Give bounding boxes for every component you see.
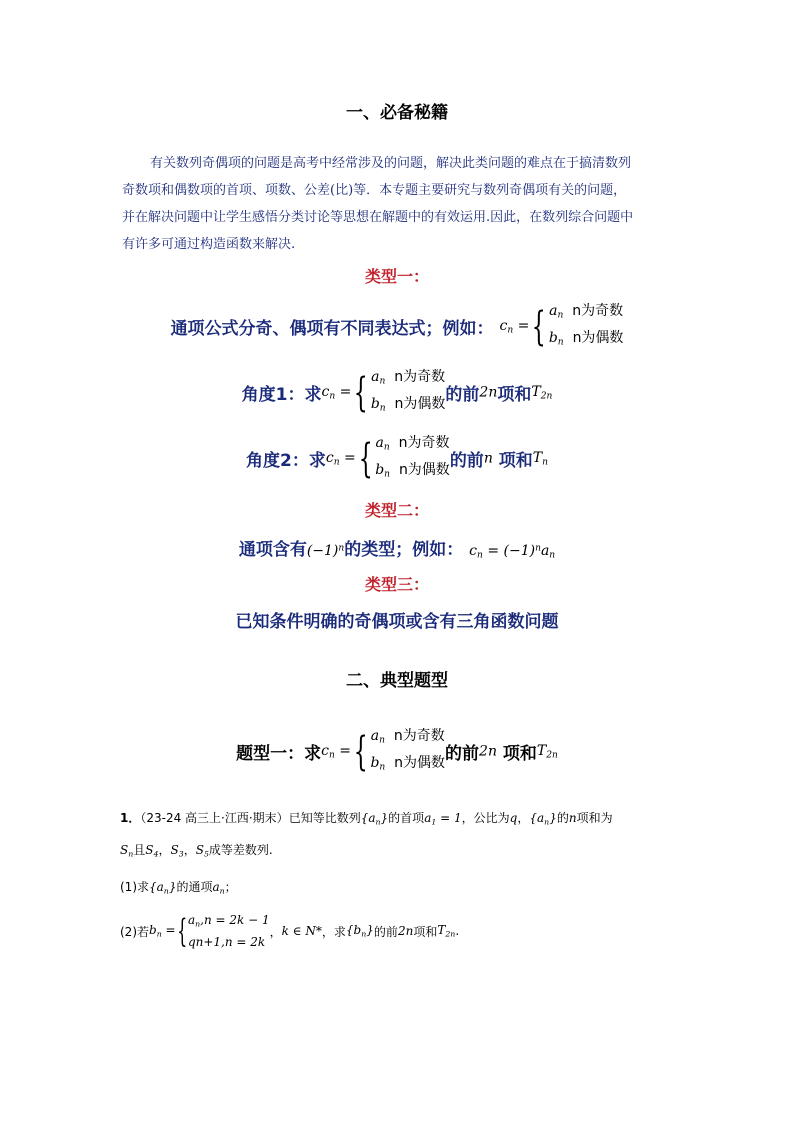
angle1-result-sub: 2n bbox=[540, 391, 553, 402]
angle1-and: 项和 bbox=[497, 385, 532, 406]
type3-label: 类型三： bbox=[364, 575, 429, 594]
cond-even: n为偶数 bbox=[394, 395, 446, 412]
problem-source: （23-24 高三上·江西·期末） bbox=[140, 811, 289, 825]
angle2-prefix: 角度2：求 bbox=[246, 451, 326, 472]
type3-heading: 已知条件明确的奇偶项或含有三角函数问题 bbox=[235, 612, 559, 632]
problem-1-q1: (1)求$\{a_n\}$的通项$a_n$； bbox=[120, 879, 237, 895]
type1-label: 类型一： bbox=[364, 267, 429, 286]
cond-even: n为偶数 bbox=[394, 754, 446, 771]
problem-1-line1: 1．（23-24 高三上·江西·期末）已知等比数列$\{a_n\}$的首项$a_1 = 1$，公比为q，$\{a_n\}$的n项和为 bbox=[120, 811, 613, 827]
tixing1-heading bbox=[0, 725, 794, 778]
cond-odd: n为奇数 bbox=[572, 303, 624, 319]
angle2-and: 项和 bbox=[492, 451, 533, 472]
cond-odd: n为奇数 bbox=[394, 369, 446, 385]
type2-heading-pre: 通项含有 bbox=[238, 540, 307, 560]
angle2-suffix: 的前 bbox=[449, 451, 484, 472]
intro-line: 奇数项和偶数项的首项、项数、公差(比)等．本专题主要研究与数列奇偶项有关的问题， bbox=[122, 183, 627, 198]
intro-line: 有许多可通过构造函数来解决. bbox=[122, 237, 296, 252]
tixing1-count: 2n bbox=[479, 743, 497, 760]
type2-heading-mid: 的类型；例如： bbox=[344, 540, 464, 560]
problem-1-line2: $S_n$且$S_4$，$S_3$，$S_5$成等差数列. bbox=[120, 843, 273, 859]
angle2-count: n bbox=[483, 450, 493, 467]
type2-example-formula: $c_n = (-1)^na_n$ bbox=[469, 543, 556, 561]
cond-odd: n为奇数 bbox=[393, 728, 445, 744]
tixing1-result: T bbox=[536, 742, 547, 759]
angle1-result: T bbox=[531, 383, 541, 400]
angle1-count: 2n bbox=[479, 384, 498, 401]
problem-number: 1． bbox=[120, 811, 141, 825]
cond-even: n为偶数 bbox=[398, 461, 450, 478]
angle2-result: T bbox=[532, 449, 543, 466]
tixing1-result-sub: 2n bbox=[546, 750, 558, 761]
piecewise-formula: $c_n$ = { $a_n$ n为奇数 $b_n$ n为偶数 bbox=[321, 728, 446, 775]
type2-label: 类型二： bbox=[364, 501, 429, 520]
type2-expr: (−1) bbox=[306, 543, 339, 559]
tixing1-prefix: 题型一：求 bbox=[236, 744, 322, 765]
piecewise-formula: $c_n$ = { $a_n$ n为奇数 $b_n$ n为偶数 bbox=[321, 369, 446, 416]
angle2-heading bbox=[0, 432, 794, 485]
section1-title: 一、必备秘籍 bbox=[346, 103, 448, 123]
type2-heading: 通项含有$(-1)^n$的类型；例如： $c_n = (-1)^na_n$ bbox=[238, 540, 556, 561]
cond-odd: n为奇数 bbox=[398, 435, 450, 451]
angle1-suffix: 的前 bbox=[445, 385, 480, 406]
tixing1-suffix: 的前 bbox=[445, 744, 480, 765]
type1-heading-text: 通项公式分奇、偶项有不同表达式；例如： bbox=[170, 319, 494, 340]
problem-1 bbox=[120, 808, 690, 951]
problem-1-q2: (2)若 $b_n$ = { $a_n,n = 2k - 1$ qn+1,n = 2k ， k ∈ N* ，求 $\{b_n\}$ 的前 2n 项和 $T_{2n}$ . bbox=[120, 912, 460, 951]
intro-line: 有关数列奇偶项的问题是高考中经常涉及的问题，解决此类问题的难点在于搞清数列 bbox=[150, 156, 632, 171]
cond-even: n为偶数 bbox=[572, 329, 624, 346]
angle1-heading bbox=[0, 366, 794, 419]
intro-paragraph bbox=[122, 150, 674, 258]
intro-line: 并在解决问题中让学生感悟分类讨论等思想在解题中的有效运用.因此，在数列综合问题中 bbox=[122, 210, 634, 225]
angle2-result-sub: n bbox=[542, 457, 548, 468]
piecewise-formula: $c_n$ = { $a_n$ n为奇数 $b_n$ n为偶数 bbox=[499, 303, 624, 350]
tixing1-and: 项和 bbox=[496, 744, 537, 765]
angle1-prefix: 角度1：求 bbox=[241, 385, 322, 406]
type1-heading bbox=[0, 300, 794, 353]
section2-title: 二、典型题型 bbox=[346, 671, 448, 691]
piecewise-formula: $c_n$ = { $a_n$ n为奇数 $b_n$ n为偶数 bbox=[325, 435, 450, 482]
